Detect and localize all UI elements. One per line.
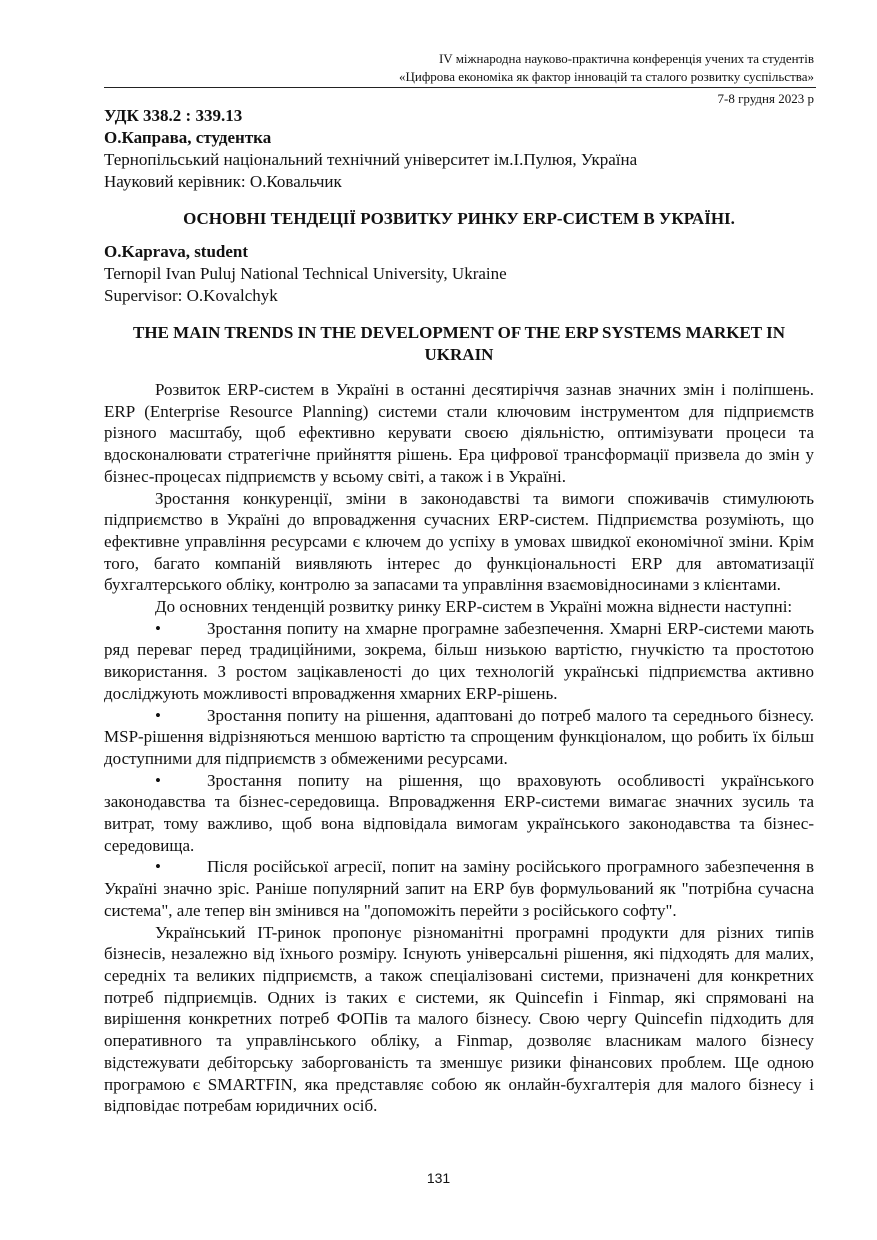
bullet-text: Зростання попиту на рішення, адаптовані до потреб малого та середнього бізнесу. MSP-рішення відрізняються меншою вартістю та спрощеним функціоналом, що робить їх більш доступними для підприємств з обмеженими ресурсами. [104, 705, 814, 768]
conference-subtitle-line: «Цифрова економіка як фактор інновацій та сталого розвитку суспільства» [399, 69, 814, 84]
body-paragraph: Зростання конкуренції, зміни в законодавстві та вимоги споживачів стимулюють підприємство в Україні до впровадження сучасних ERP-систем. Підприємства розуміють, що ефективне управління ресурсами є ключем до успіху в умовах швидкої економічної зміни. Крім того, багато компаній виявляють інтерес до функціональності ERP для автоматизації бухгалтерського обліку, контролю за запасами та управління взаємовідносинами з клієнтами. [104, 488, 814, 595]
bullet-text: Зростання попиту на рішення, що враховують особливості українського законодавства та бізнес-середовища. Впровадження ERP-системи вимагає значних зусиль та витрат, тому важливо, щоб вона відповідала вимогам українського законодавства та бізнес-середовища. [104, 770, 814, 855]
bullet-marker: • [155, 770, 161, 790]
supervisor-uk: Науковий керівник: О.Ковальчик [104, 172, 342, 191]
conference-date: 7-8 грудня 2023 р [717, 91, 814, 106]
bullet-marker: • [155, 857, 161, 877]
header-rule [104, 87, 816, 88]
body-paragraph: До основних тенденцій розвитку ринку ERP-систем в Україні можна віднести наступні: [155, 597, 793, 617]
bullet-item [104, 618, 814, 705]
author-uk: О.Каправа, студентка [104, 128, 272, 147]
body-paragraph: Розвиток ERP-систем в Україні в останні десятиріччя зазнав значних змін і поліпшень. ERP (Enterprise Resource Planning) системи стали ключовим інструментом для підприємств різного масштабу, щоб ефективно керувати своєю діяльністю, оптимізувати процеси та вдосконалювати стратегічне прийняття рішень. Ера цифрової трансформації призвела до змін у бізнес-процесах підприємств у всьому світі, а також і в Україні. [104, 380, 814, 486]
body-paragraph: Український IT-ринок пропонує різноманітні програмні продукти для різних типів бізнесів, незалежно від їхнього розміру. Існують універсальні рішення, які підходять для малих, середніх та великих підприємств, а також спеціалізовані системи, призначені для конкретних потреб підприємців. Одних із таких є системи, як Quincefin і Finmap, які спрямовані на вирішення конкретних потреб ФОПів та малого бізнесу. Свою чергу Quincefin підходить для оперативного та управлінського обліку, а Finmap, дозволяє власникам малого бізнесу відстежувати дебіторську заборгованість та зменшує ризики фінансових проблем. Ще одною програмою є SMARTFIN, яка представляє собою як онлайн-бухгалтерія для малого бізнесу і відповідає потребам юридичних осіб. [104, 922, 814, 1116]
bullet-item [104, 705, 814, 770]
affiliation-en: Ternopil Ivan Puluj National Technical University, Ukraine [104, 264, 507, 283]
bullet-item [104, 856, 814, 921]
bullet-text: Після російської агресії, попит на заміну російського програмного забезпечення в Україні значно зріс. Раніше популярний запит на ERP був формульований як "потрібна сучасна система", але тепер він змінився на "допоможіть перейти з російського софту". [104, 857, 814, 920]
article-title-en: THE MAIN TRENDS IN THE DEVELOPMENT OF THE ERP SYSTEMS MARKET IN UKRAIN [133, 323, 785, 364]
author-en: O.Kaprava, student [104, 242, 249, 261]
bullet-marker: • [155, 705, 161, 725]
conference-title-line: IV міжнародна науково-практична конференція учених та студентів [438, 51, 814, 66]
running-header [104, 50, 814, 86]
page-number: 131 [426, 1170, 451, 1186]
article-content [104, 105, 814, 1117]
article-title-uk: ОСНОВНІ ТЕНДЕЦІЇ РОЗВИТКУ РИНКУ ERP-СИСТЕМ В УКРАЇНІ. [183, 209, 735, 228]
affiliation-uk: Тернопільський національний технічний університет ім.І.Пулюя, Україна [104, 150, 638, 169]
udc-code: УДК 338.2 : 339.13 [104, 106, 243, 125]
bullet-item [104, 770, 814, 857]
bullet-text: Зростання попиту на хмарне програмне забезпечення. Хмарні ERP-системи мають ряд переваг перед традиційними, зокрема, більш низькою вартістю, гнучкістю та простотою використання. З ростом зацікавленості до цих технологій українські підприємства активно досліджують можливості впровадження хмарних ERP-рішень. [104, 618, 814, 703]
supervisor-en: Supervisor: O.Kovalchyk [104, 286, 278, 305]
article-body [104, 379, 814, 1117]
bullet-marker: • [155, 618, 161, 638]
